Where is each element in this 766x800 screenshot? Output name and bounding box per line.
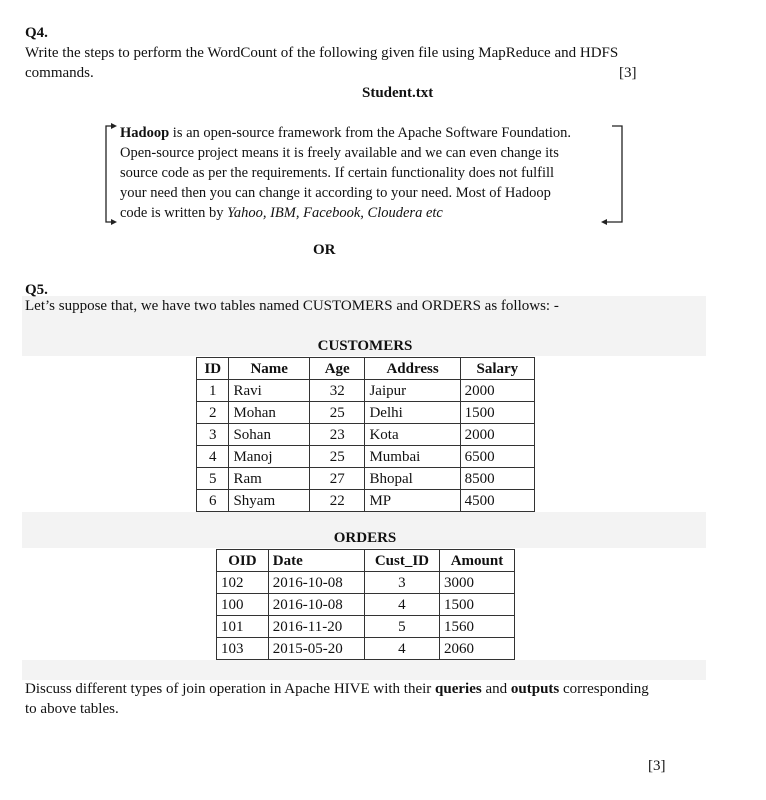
cell: 100 bbox=[217, 594, 269, 616]
cell: 3000 bbox=[439, 572, 514, 594]
customers-table bbox=[196, 357, 535, 512]
cell: 32 bbox=[310, 380, 365, 402]
customers-col-id: ID bbox=[197, 358, 229, 380]
cell: 4 bbox=[197, 446, 229, 468]
table-row bbox=[217, 638, 515, 660]
cell: 4 bbox=[364, 594, 439, 616]
cell: Mohan bbox=[229, 402, 310, 424]
table-row bbox=[197, 468, 535, 490]
discuss-outputs: outputs bbox=[510, 681, 560, 697]
customers-col-salary: Salary bbox=[460, 358, 534, 380]
discuss-start: Discuss different types of join operation in Apache HIVE with their bbox=[25, 681, 436, 697]
cell: 5 bbox=[197, 468, 229, 490]
cell: 1500 bbox=[439, 594, 514, 616]
customers-col-address: Address bbox=[365, 358, 460, 380]
table-row bbox=[197, 424, 535, 446]
orders-caption: ORDERS bbox=[333, 530, 397, 546]
q4-marks: [3] bbox=[619, 65, 637, 81]
cell: 2015-05-20 bbox=[268, 638, 364, 660]
cell: 1560 bbox=[439, 616, 514, 638]
cell: 3 bbox=[197, 424, 229, 446]
shade-band-3 bbox=[22, 660, 706, 680]
box-line-5-start: code is written by bbox=[120, 205, 228, 221]
cell: Ram bbox=[229, 468, 310, 490]
cell: 25 bbox=[310, 402, 365, 424]
box-line-4: your need then you can change it according to your need. Most of Hadoop bbox=[120, 185, 551, 201]
box-line-1-rest: is an open-source framework from the Apache Software Foundation. bbox=[169, 125, 572, 141]
cell: 2016-10-08 bbox=[268, 572, 364, 594]
orders-col-amount: Amount bbox=[439, 550, 514, 572]
cell: 5 bbox=[364, 616, 439, 638]
cell: 25 bbox=[310, 446, 365, 468]
cell: 2016-10-08 bbox=[268, 594, 364, 616]
orders-header-row bbox=[217, 550, 515, 572]
box-line-5-italic: Yahoo, IBM, Facebook, Cloudera etc bbox=[227, 205, 443, 221]
cell: MP bbox=[365, 490, 460, 512]
customers-caption: CUSTOMERS bbox=[317, 338, 413, 354]
box-line-1 bbox=[120, 123, 571, 143]
cell: 23 bbox=[310, 424, 365, 446]
box-line-5 bbox=[120, 203, 571, 223]
table-row bbox=[217, 572, 515, 594]
cell: 6500 bbox=[460, 446, 534, 468]
table-row bbox=[217, 616, 515, 638]
discuss-queries: queries bbox=[435, 681, 482, 697]
cell: 2060 bbox=[439, 638, 514, 660]
cell: 101 bbox=[217, 616, 269, 638]
cell: Mumbai bbox=[365, 446, 460, 468]
q5-intro: Let’s suppose that, we have two tables named CUSTOMERS and ORDERS as follows: - bbox=[25, 298, 559, 314]
table-row bbox=[197, 446, 535, 468]
q4-text-line1: Write the steps to perform the WordCount of the following given file using MapReduce and HDFS bbox=[25, 45, 619, 61]
cell: 103 bbox=[217, 638, 269, 660]
cell: 3 bbox=[364, 572, 439, 594]
customers-col-name: Name bbox=[229, 358, 310, 380]
box-line-3: source code as per the requirements. If certain functionality does not fulfill bbox=[120, 165, 555, 181]
customers-header-row bbox=[197, 358, 535, 380]
hadoop-bold: Hadoop bbox=[120, 125, 170, 141]
q5-marks: [3] bbox=[648, 758, 666, 774]
q5-discuss-line1 bbox=[25, 681, 649, 698]
box-text bbox=[120, 123, 571, 223]
cell: 6 bbox=[197, 490, 229, 512]
orders-col-date: Date bbox=[268, 550, 364, 572]
cell: 22 bbox=[310, 490, 365, 512]
cell: 2000 bbox=[460, 380, 534, 402]
orders-col-cust-id: Cust_ID bbox=[364, 550, 439, 572]
cell: Jaipur bbox=[365, 380, 460, 402]
cell: 27 bbox=[310, 468, 365, 490]
orders-table bbox=[216, 549, 515, 660]
orders-col-oid: OID bbox=[217, 550, 269, 572]
table-row bbox=[197, 380, 535, 402]
customers-col-age: Age bbox=[310, 358, 365, 380]
cell: 4500 bbox=[460, 490, 534, 512]
or-label: OR bbox=[313, 242, 336, 258]
cell: 2000 bbox=[460, 424, 534, 446]
q4-text-line2: commands. bbox=[25, 65, 94, 81]
table-row bbox=[197, 490, 535, 512]
cell: 1 bbox=[197, 380, 229, 402]
cell: 102 bbox=[217, 572, 269, 594]
table-row bbox=[217, 594, 515, 616]
q5-discuss-line2: to above tables. bbox=[25, 701, 119, 717]
table-row bbox=[197, 402, 535, 424]
cell: Delhi bbox=[365, 402, 460, 424]
cell: Ravi bbox=[229, 380, 310, 402]
cell: 2016-11-20 bbox=[268, 616, 364, 638]
cell: 8500 bbox=[460, 468, 534, 490]
q4-number: Q4. bbox=[25, 25, 48, 41]
box-line-2: Open-source project means it is freely available and we can even change its bbox=[120, 145, 559, 161]
q5-number: Q5. bbox=[25, 282, 48, 298]
cell: Bhopal bbox=[365, 468, 460, 490]
discuss-mid: and bbox=[481, 681, 511, 697]
cell: 1500 bbox=[460, 402, 534, 424]
cell: Sohan bbox=[229, 424, 310, 446]
cell: Kota bbox=[365, 424, 460, 446]
discuss-end: corresponding bbox=[559, 681, 649, 697]
cell: 2 bbox=[197, 402, 229, 424]
file-title: Student.txt bbox=[362, 85, 434, 101]
cell: Shyam bbox=[229, 490, 310, 512]
cell: 4 bbox=[364, 638, 439, 660]
cell: Manoj bbox=[229, 446, 310, 468]
